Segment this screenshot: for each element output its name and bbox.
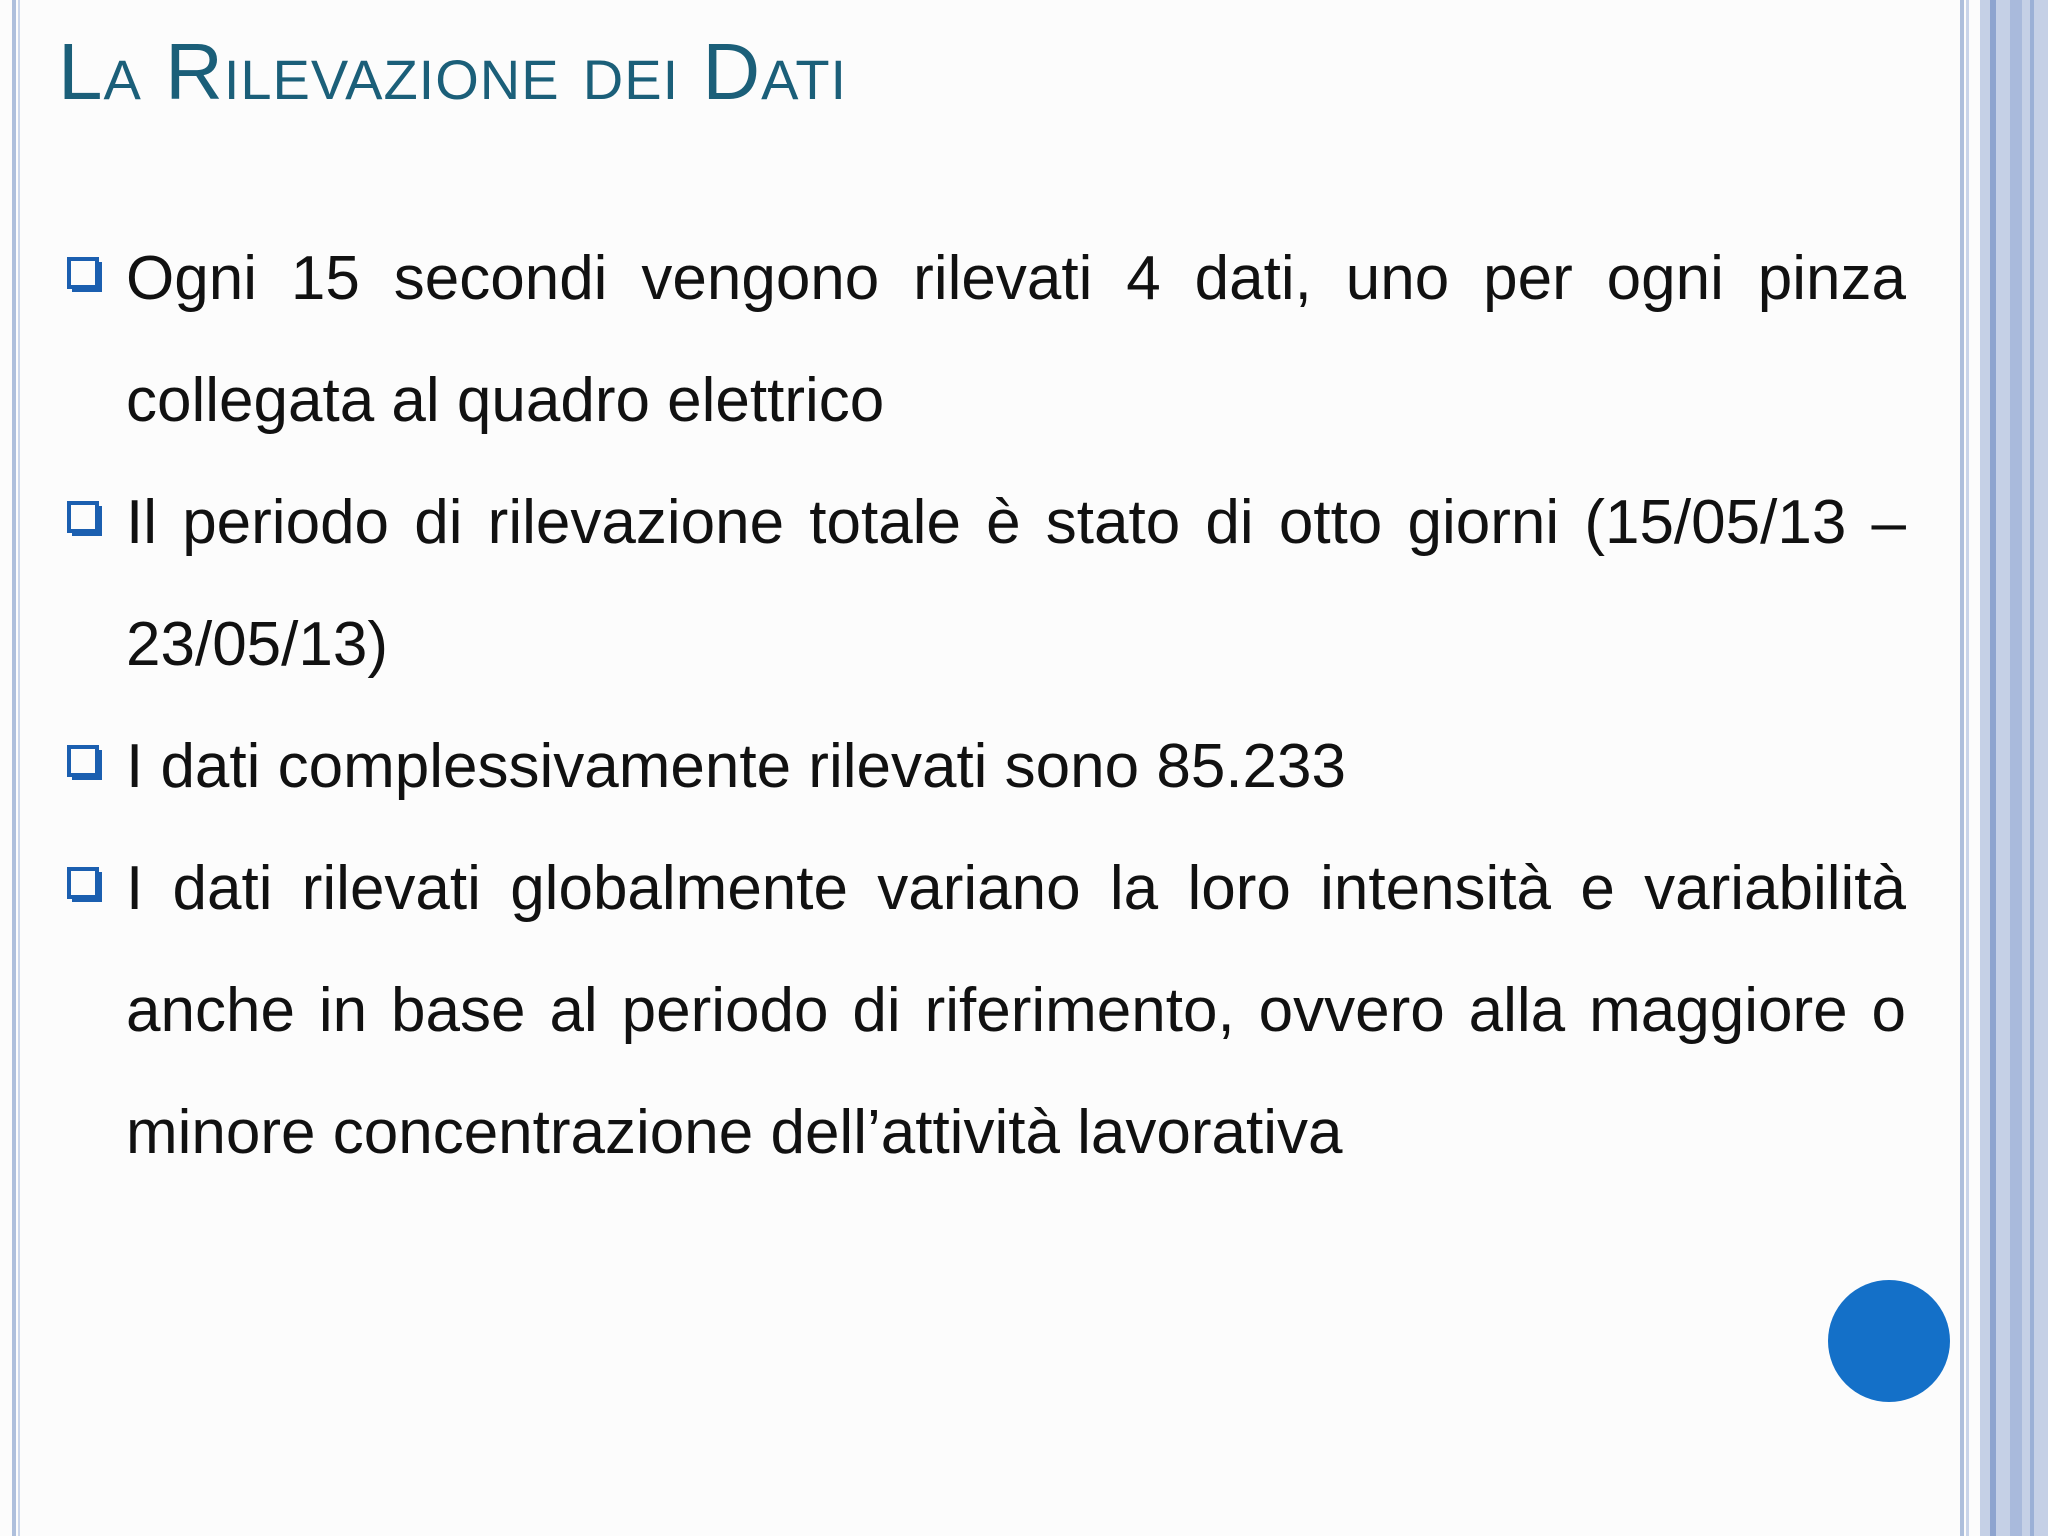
square-bullet-icon — [66, 500, 104, 538]
bullet-item — [64, 218, 1906, 462]
circle-decoration — [1828, 1280, 1950, 1402]
right-band-stripe-2 — [2010, 0, 2022, 1536]
left-border-line — [12, 0, 16, 1536]
right-border-line — [1960, 0, 1964, 1536]
bullet-item — [64, 828, 1906, 1194]
slide-title: La Rilevazione dei Dati — [58, 27, 848, 116]
bullet-text: I dati complessivamente rilevati sono 85.233 — [126, 732, 1346, 801]
right-border-line-inner — [1966, 0, 1969, 1536]
bullet-text: Il periodo di rilevazione totale è stato di otto giorni (15/05/13 – 23/05/13) — [126, 488, 1906, 679]
square-bullet-icon — [66, 744, 104, 782]
bullet-item — [64, 706, 1906, 828]
square-bullet-icon — [66, 256, 104, 294]
left-border-line-inner — [18, 0, 20, 1536]
bullet-text: Ogni 15 secondi vengono rilevati 4 dati, uno per ogni pinza collegata al quadro elettrico — [126, 244, 1906, 435]
square-bullet-icon — [66, 866, 104, 904]
bullet-text: I dati rilevati globalmente variano la loro intensità e variabilità anche in base al periodo di riferimento, ovvero alla maggiore o minore concentrazione dell’attività lavorativa — [126, 854, 1906, 1167]
bullet-item — [64, 462, 1906, 706]
bullet-list — [64, 218, 1906, 1194]
right-band-stripe-1 — [1990, 0, 1996, 1536]
right-band-stripe-3 — [2030, 0, 2034, 1536]
